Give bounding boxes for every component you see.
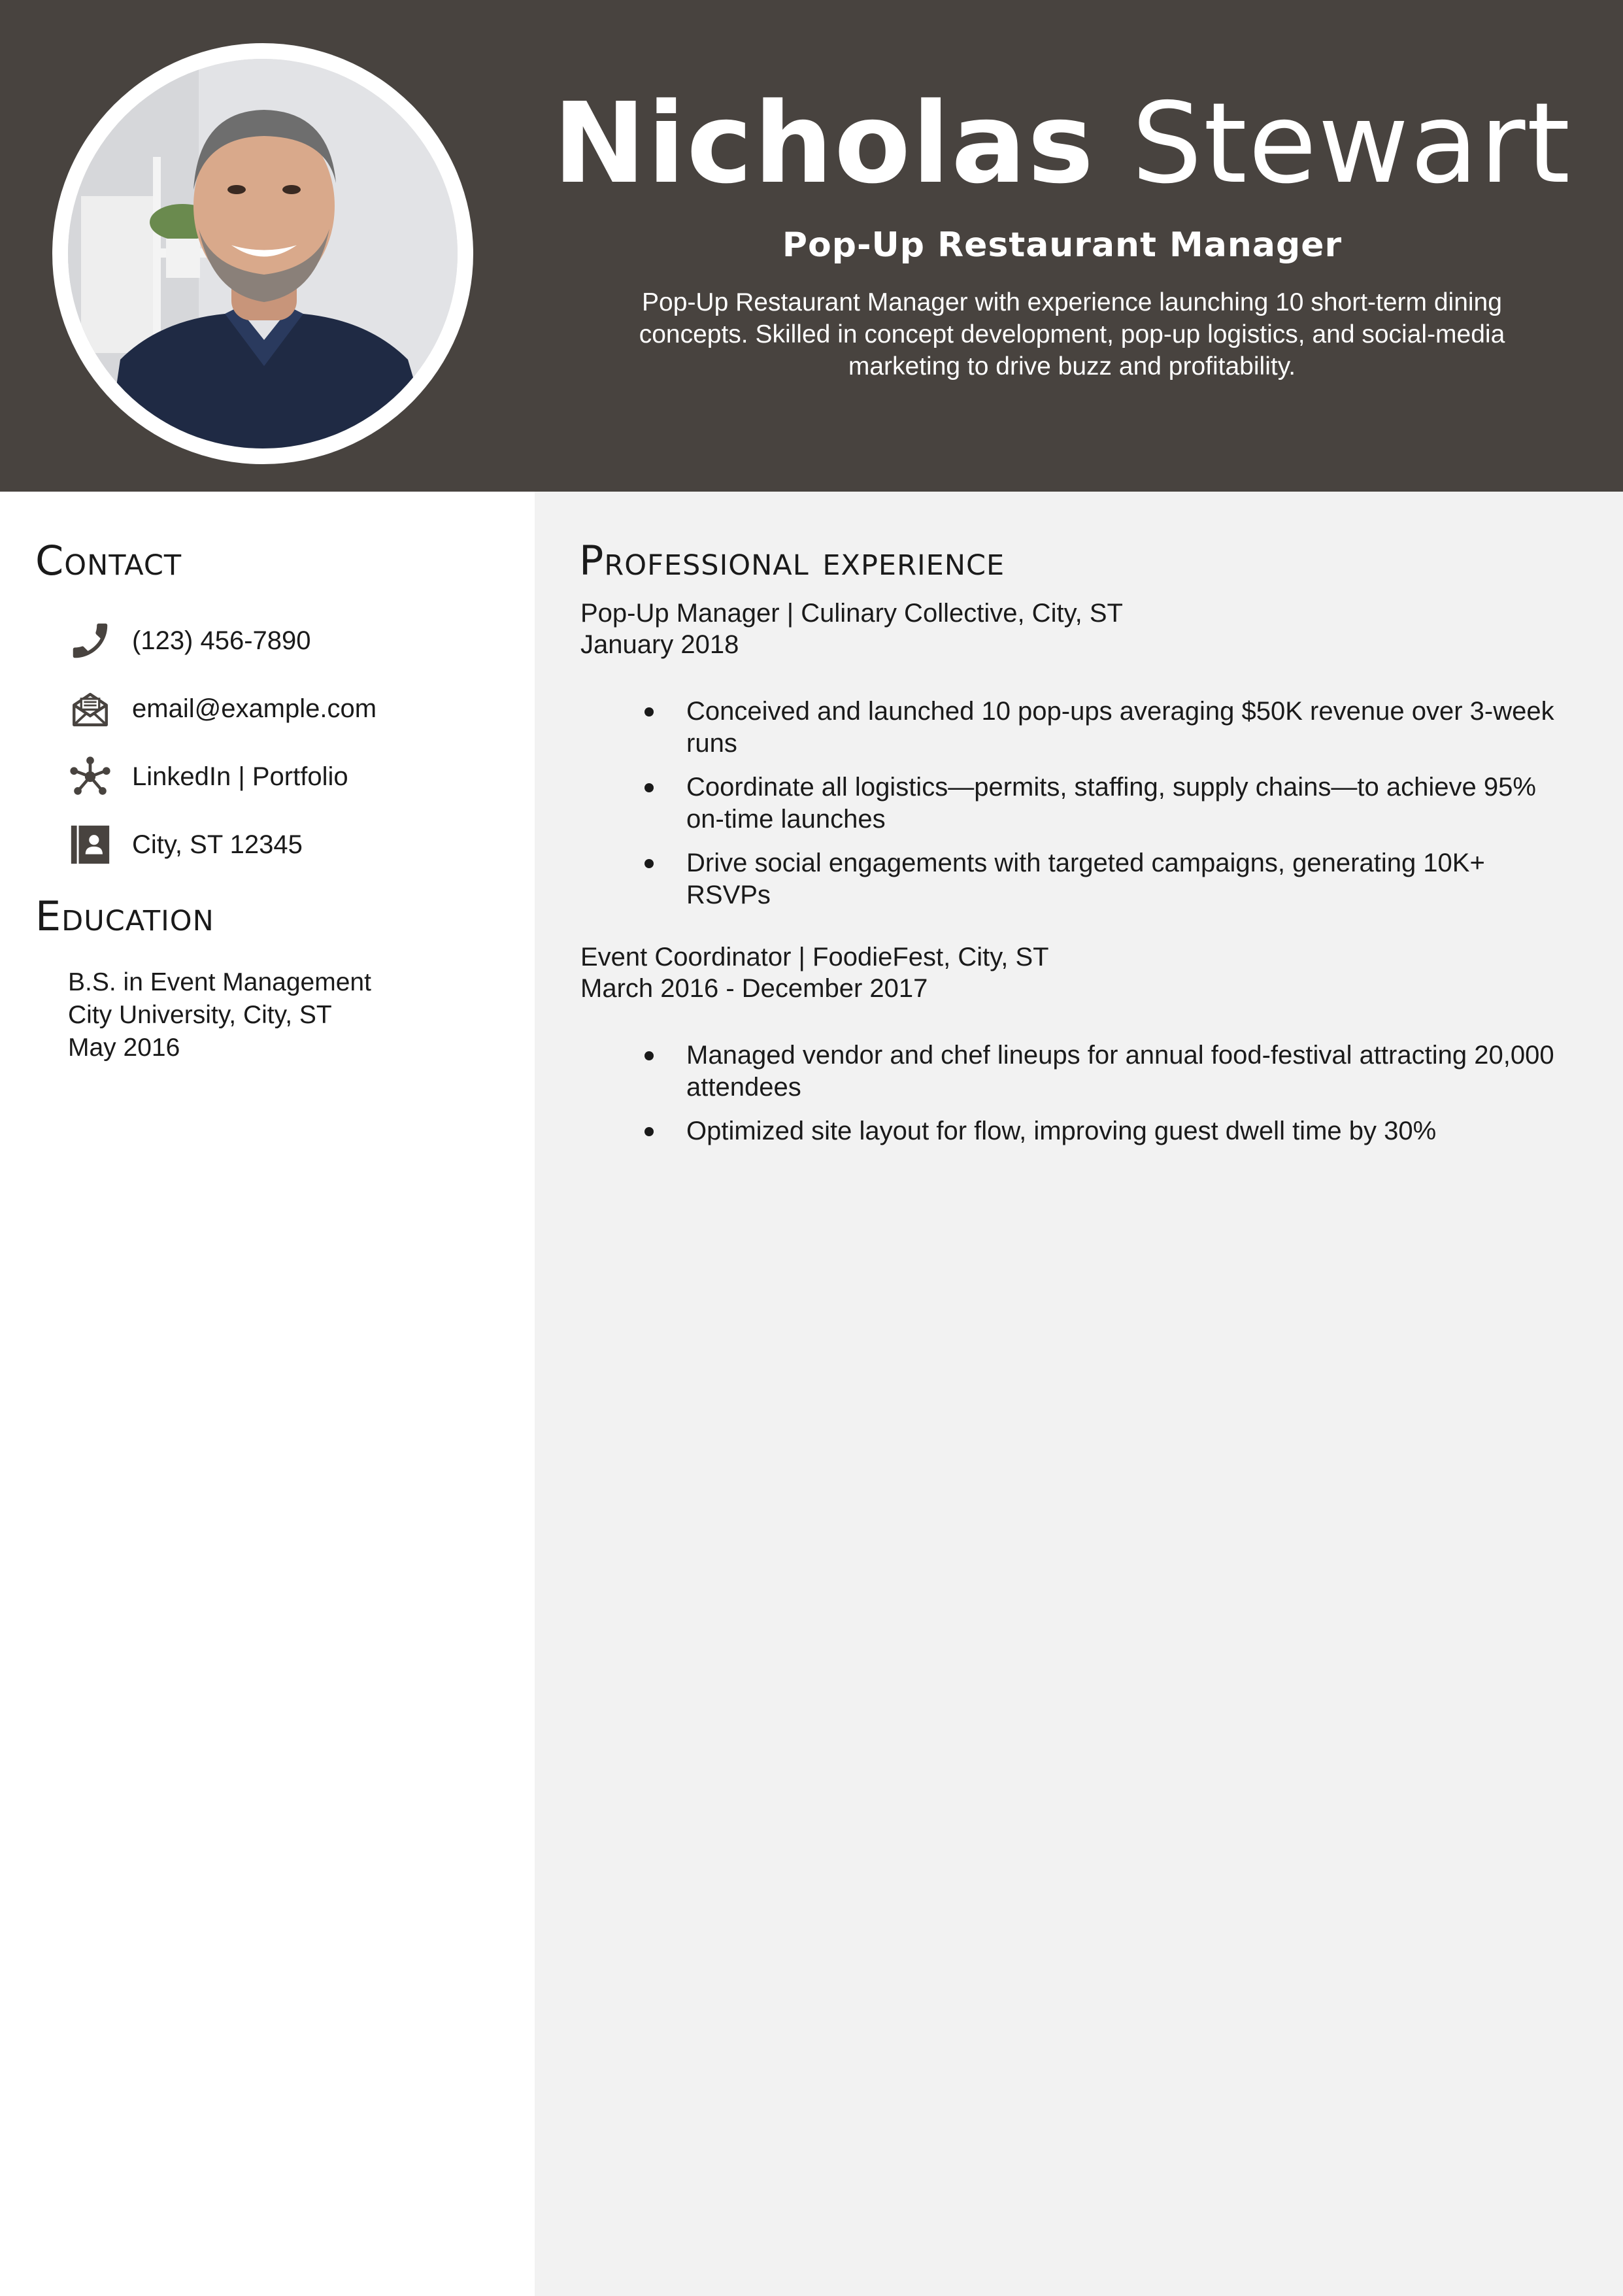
education-heading: Education (35, 892, 214, 940)
linkedin-portfolio: LinkedIn | Portfolio (132, 762, 348, 791)
bullet-text: Optimized site layout for flow, improving guest dwell time by 30% (686, 1117, 1437, 1145)
candidate-name (523, 78, 1601, 209)
address-book-icon (65, 820, 115, 869)
bullet-text: Conceived and launched 10 pop-ups averaging $50K revenue over 3-week runs (686, 697, 1554, 758)
contact-email (65, 675, 376, 743)
bullet-item (580, 696, 1574, 760)
job-title: Pop-Up Restaurant Manager (782, 226, 1343, 265)
email-address: email@example.com (132, 694, 377, 723)
contact-links (65, 743, 376, 811)
job-entry-pop-up-manager (580, 598, 1574, 923)
phone-number: (123) 456-7890 (132, 626, 311, 655)
city-state-zip: City, ST 12345 (132, 830, 303, 859)
first-name: Nicholas (552, 79, 1096, 209)
job-dates: March 2016 - December 2017 (580, 974, 928, 1003)
job-dates: January 2018 (580, 630, 739, 659)
professional-summary: Pop-Up Restaurant Manager with experience launching 10 short-term dining concepts. Skilled in concept development, pop-up logistics, and social-media marketing to drive buzz and profitability. (639, 288, 1505, 380)
job-bullets (580, 696, 1574, 911)
phone-icon (65, 616, 115, 666)
contact-heading: Contact (35, 537, 182, 584)
profile-photo (68, 59, 458, 448)
bullet-item (580, 1115, 1574, 1147)
network-icon (65, 752, 115, 802)
bullet-dot (644, 859, 654, 868)
bullet-text: Drive social engagements with targeted campaigns, generating 10K+ RSVPs (686, 849, 1485, 909)
degree: B.S. in Event Management (68, 968, 371, 996)
job-bullets (580, 1039, 1574, 1147)
job-title-company: Event Coordinator | FoodieFest, City, ST (580, 943, 1049, 971)
profile-photo-frame (52, 43, 473, 464)
bullet-item (580, 771, 1574, 836)
bullet-text: Coordinate all logistics—permits, staffing, supply chains—to achieve 95% on-time launches (686, 773, 1536, 834)
contact-address (65, 811, 376, 879)
bullet-dot (644, 1051, 654, 1060)
bullet-dot (644, 707, 654, 717)
contact-phone (65, 607, 376, 675)
job-title-company: Pop-Up Manager | Culinary Collective, City, ST (580, 599, 1123, 628)
job-entry-event-coordinator (580, 941, 1574, 1159)
contact-list (65, 607, 376, 879)
education-entry (68, 966, 371, 1064)
bullet-item (580, 847, 1574, 911)
bullet-dot (644, 783, 654, 792)
resume-header (0, 0, 1623, 492)
email-icon (65, 684, 115, 734)
experience-heading: Professional experience (579, 537, 1005, 584)
last-name: Stewart (1131, 79, 1572, 209)
school: City University, City, ST (68, 1001, 332, 1029)
bullet-dot (644, 1127, 654, 1136)
bullet-text: Managed vendor and chef lineups for annual food-festival attracting 20,000 attendees (686, 1041, 1554, 1102)
graduation-date: May 2016 (68, 1034, 180, 1062)
bullet-item (580, 1039, 1574, 1104)
